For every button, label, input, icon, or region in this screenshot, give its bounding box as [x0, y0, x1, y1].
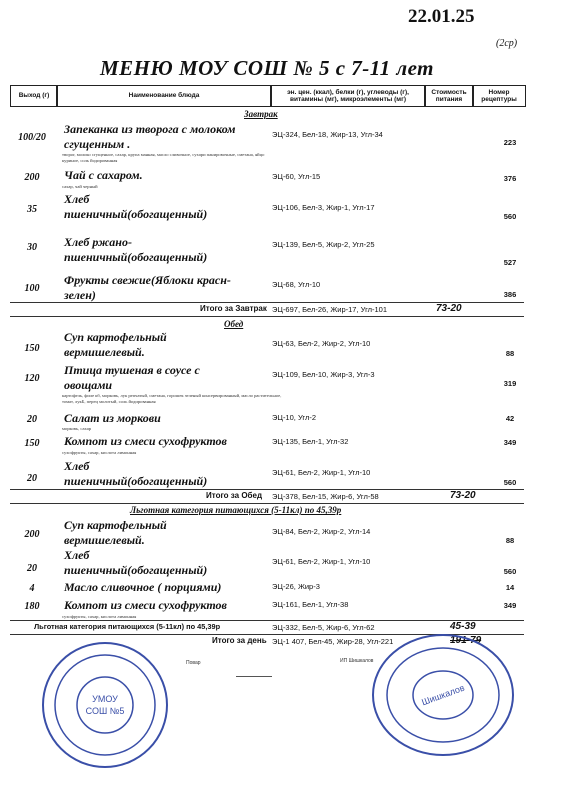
item-yield: 20 — [27, 414, 37, 425]
divider — [10, 316, 524, 317]
header-name: Наименование блюда — [56, 85, 272, 107]
item-recipe: 14 — [505, 583, 515, 592]
item-yield: 20 — [27, 473, 37, 484]
item-recipe: 319 — [503, 379, 517, 388]
item-recipe: 560 — [503, 478, 517, 487]
item-nutrition: ЭЦ-26, Жир-3 — [272, 582, 320, 591]
item-nutrition: ЭЦ-61, Бел-2, Жир-1, Угл-10 — [272, 468, 371, 477]
stamp-right-icon — [368, 630, 518, 760]
item-composition: сахар, чай черный — [62, 184, 98, 189]
item-name: Птица тушеная в соусе с овощами — [64, 363, 200, 392]
total-price: 45-39 — [450, 621, 476, 632]
item-yield: 4 — [29, 583, 35, 594]
header-yield: Выход (г) — [10, 85, 58, 107]
item-recipe: 527 — [503, 258, 517, 267]
item-name: Хлеб пшеничный(обогащенный) — [64, 192, 208, 221]
item-recipe: 560 — [503, 567, 517, 576]
ip-signature-label: ИП Шишкалов — [340, 658, 374, 664]
item-name: Чай с сахаром. — [64, 168, 143, 182]
total-nutrition: ЭЦ-378, Бел-15, Жир-6, Угл-58 — [272, 492, 379, 501]
total-nutrition: ЭЦ-1 407, Бел-45, Жир-28, Угл-221 — [272, 637, 394, 646]
section-lunch: Обед — [224, 319, 244, 329]
menu-date: 22.01.25 — [408, 6, 475, 27]
item-nutrition: ЭЦ-63, Бел-2, Жир-2, Угл-10 — [272, 339, 371, 348]
menu-variant: (2ср) — [496, 38, 518, 49]
item-nutrition: ЭЦ-106, Бел-3, Жир-1, Угл-17 — [272, 203, 375, 212]
item-recipe: 88 — [505, 349, 515, 358]
divider — [10, 489, 524, 490]
stamp-left-text: СОШ №5 — [85, 706, 125, 716]
divider — [10, 620, 524, 621]
item-name: Компот из смеси сухофруктов — [64, 598, 227, 612]
item-name: Хлеб пшеничный(обогащенный) — [64, 459, 208, 488]
item-name: Компот из смеси сухофруктов — [64, 434, 227, 448]
item-recipe: 376 — [503, 174, 517, 183]
signature-line — [236, 676, 272, 677]
item-composition: сухофрукты, сахар, кислота лимонная — [62, 614, 137, 619]
item-name: Суп картофельный вермишелевый. — [64, 518, 167, 547]
item-nutrition: ЭЦ-61, Бел-2, Жир-1, Угл-10 — [272, 557, 371, 566]
item-composition: сухофрукты, сахар, кислота лимонная — [62, 450, 137, 455]
item-nutrition: ЭЦ-324, Бел-18, Жир-13, Угл-34 — [272, 130, 383, 139]
total-label: Итого за день — [212, 636, 267, 645]
total-nutrition: ЭЦ-697, Бел-26, Жир-17, Угл-101 — [272, 305, 388, 314]
item-name: Салат из моркови — [64, 411, 161, 425]
header-nutrition: эн. цен. (ккал), белки (г), углеводы (г), витамины (мг), микроэлементы (мг) — [270, 85, 426, 107]
item-name: Запеканка из творога с молоком сгущенным . — [64, 122, 236, 151]
page-title: МЕНЮ МОУ СОШ № 5 с 7-11 лет — [100, 56, 435, 80]
total-nutrition: ЭЦ-332, Бел-5, Жир-6, Угл-62 — [272, 623, 375, 632]
total-label: Итого за Завтрак — [200, 304, 267, 313]
item-nutrition: ЭЦ-109, Бел-10, Жир-3, Угл-3 — [272, 370, 375, 379]
item-nutrition: ЭЦ-135, Бел-1, Угл-32 — [272, 437, 349, 446]
item-nutrition: ЭЦ-10, Угл-2 — [272, 413, 316, 422]
item-yield: 150 — [24, 438, 40, 449]
item-recipe: 88 — [505, 536, 515, 545]
section-preferential: Льготная категория питающихся (5-11кл) по 45,39р — [130, 505, 342, 515]
header-recipe: Номер рецептуры — [472, 85, 526, 107]
total-label: Льготная категория питающихся (5-11кл) по 45,39р — [34, 622, 221, 631]
item-recipe: 42 — [505, 414, 515, 423]
item-yield: 20 — [27, 563, 37, 574]
stamp-left-icon — [40, 640, 170, 770]
item-name: Масло сливочное ( порциями) — [64, 580, 222, 594]
divider — [10, 503, 524, 504]
item-yield: 100 — [24, 283, 40, 294]
total-price: 73-20 — [450, 490, 476, 501]
item-name: Суп картофельный вермишелевый. — [64, 330, 167, 359]
item-yield: 35 — [27, 204, 37, 215]
total-price: 73-20 — [436, 303, 462, 314]
stamp-left-text: УМОУ — [92, 694, 118, 704]
item-yield: 150 — [24, 343, 40, 354]
item-yield: 180 — [24, 601, 40, 612]
stamp-right-text: Шишкалов — [420, 682, 466, 708]
total-price: 191-79 — [450, 635, 482, 646]
item-composition: морковь, сахар — [62, 426, 92, 431]
item-recipe: 349 — [503, 601, 517, 610]
item-yield: 200 — [24, 529, 40, 540]
item-composition: творог, молоко сгущенное, сахар, крупа манная, масло сливочное, сухари панировочные, сметана, яйцо куриное, соль йодированная — [62, 152, 265, 163]
header-cost: Стоимость питания — [424, 85, 474, 107]
item-yield: 200 — [24, 172, 40, 183]
item-yield: 120 — [24, 373, 40, 384]
item-nutrition: ЭЦ-68, Угл-10 — [272, 280, 321, 289]
item-composition: картофель, филе кб, морковь, лук репчатый, сметана, горошек зеленый консервированный, масло растительное, томат, лукБ, перец молотый, соль йодированная — [62, 393, 282, 404]
item-yield: 30 — [27, 242, 37, 253]
item-recipe: 349 — [503, 438, 517, 447]
cook-signature-label: Повар — [186, 660, 201, 666]
item-name: Хлеб ржано-пшеничный(обогащенный) — [64, 235, 208, 264]
item-name: Фрукты свежие(Яблоки красн-зелен) — [64, 273, 231, 302]
item-nutrition: ЭЦ-161, Бел-1, Угл-38 — [272, 600, 349, 609]
item-yield: 100/20 — [18, 132, 46, 143]
item-recipe: 560 — [503, 212, 517, 221]
total-label: Итого за Обед — [206, 491, 263, 500]
item-name: Хлеб пшеничный(обогащенный) — [64, 548, 208, 577]
item-nutrition: ЭЦ-60, Угл-15 — [272, 172, 321, 181]
item-nutrition: ЭЦ-84, Бел-2, Жир-2, Угл-14 — [272, 527, 371, 536]
item-recipe: 386 — [503, 290, 517, 299]
item-nutrition: ЭЦ-139, Бел-5, Жир-2, Угл-25 — [272, 240, 375, 249]
item-recipe: 223 — [503, 138, 517, 147]
section-breakfast: Завтрак — [244, 109, 278, 119]
